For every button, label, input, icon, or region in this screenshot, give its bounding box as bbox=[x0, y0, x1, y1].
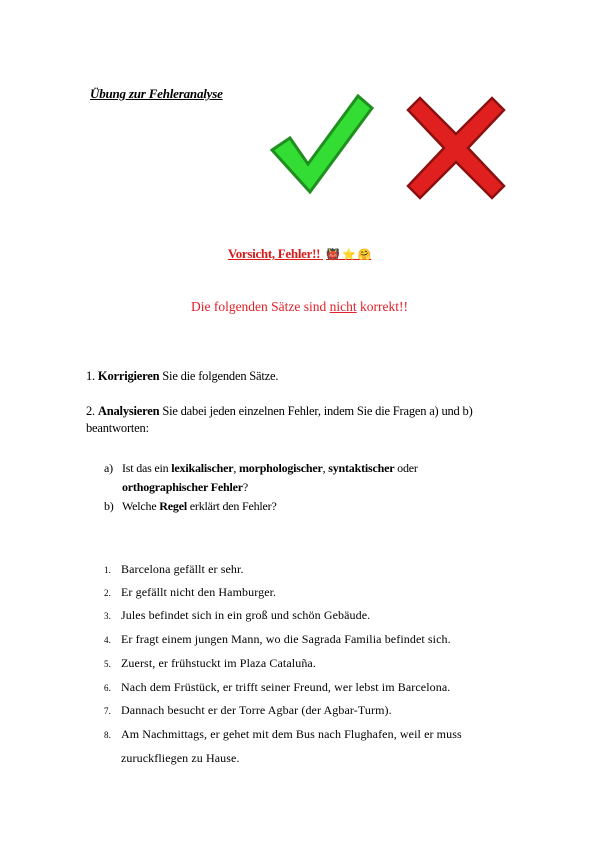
worksheet-title: Übung zur Fehleranalyse bbox=[90, 86, 223, 101]
question-b-label: b) bbox=[104, 499, 114, 513]
task-2-continuation: beantworten: bbox=[86, 421, 149, 435]
question-a bbox=[104, 459, 418, 497]
task-2 bbox=[86, 403, 473, 437]
question-a-text-1: Ist das ein bbox=[122, 461, 169, 475]
task-2-text: Sie dabei jeden einzelnen Fehler, indem Sie die Fragen a) und b) bbox=[162, 404, 473, 418]
question-a-sep-2: , bbox=[322, 461, 326, 475]
warning-emojis: 👹 ⭐ 🤗 bbox=[326, 249, 372, 261]
list-item bbox=[104, 703, 392, 718]
question-a-label: a) bbox=[104, 461, 113, 475]
question-a-text-3: ? bbox=[242, 480, 248, 494]
term-syntaktisch: syntaktischer bbox=[328, 461, 395, 475]
list-item bbox=[104, 680, 451, 695]
subtitle-emphasis: nicht bbox=[329, 299, 357, 314]
question-a-text-2: oder bbox=[397, 461, 418, 475]
sentence-number: 7. bbox=[104, 706, 111, 716]
term-orthographisch: orthographischer Fehler bbox=[122, 480, 243, 494]
task-1 bbox=[86, 368, 278, 385]
sentence-number: 8. bbox=[104, 730, 111, 740]
warning-text: Vorsicht, Fehler!! bbox=[227, 246, 321, 261]
sentence-text: Er gefällt nicht den Hamburger. bbox=[121, 585, 277, 599]
list-item-continuation bbox=[104, 751, 240, 766]
task-2-number: 2. bbox=[86, 404, 95, 418]
term-regel: Regel bbox=[159, 499, 187, 513]
subtitle-before: Die folgenden Sätze sind bbox=[190, 299, 327, 314]
sentence-text: Dannach besucht er der Torre Agbar (der Agbar-Turm). bbox=[121, 703, 392, 717]
sentence-number: 4. bbox=[104, 635, 111, 645]
question-b bbox=[104, 497, 277, 516]
list-item bbox=[104, 656, 316, 671]
sentence-text: Nach dem Früstück, er trifft seiner Freund, wer lebst im Barcelona. bbox=[121, 680, 451, 694]
question-b-text-1: Welche bbox=[122, 499, 157, 513]
sentence-text: Barcelona gefällt er sehr. bbox=[121, 562, 244, 576]
list-item bbox=[104, 608, 371, 623]
list-item bbox=[104, 727, 462, 742]
term-lexikalisch: lexikalischer bbox=[171, 461, 234, 475]
sentence-text: Er fragt einem jungen Mann, wo die Sagrada Familia befindet sich. bbox=[121, 632, 451, 646]
task-1-number: 1. bbox=[86, 369, 95, 383]
sentence-number: 3. bbox=[104, 611, 111, 621]
sentence-text: Jules befindet sich in ein groß und schön Gebäude. bbox=[121, 608, 371, 622]
list-item bbox=[104, 632, 451, 647]
list-item bbox=[104, 585, 277, 600]
sentence-text-continuation: zuruckfliegen zu Hause. bbox=[121, 751, 240, 765]
sentence-number: 1. bbox=[104, 565, 111, 575]
cross-icon bbox=[404, 96, 508, 200]
question-a-continuation bbox=[104, 478, 418, 497]
sentence-text: Zuerst, er frühstuckt im Plaza Cataluña. bbox=[121, 656, 316, 670]
task-2-verb: Analysieren bbox=[97, 404, 160, 418]
subtitle-after: korrekt!! bbox=[360, 299, 409, 314]
sentence-number: 5. bbox=[104, 659, 111, 669]
checkmark-icon bbox=[268, 92, 374, 196]
task-1-text: Sie die folgenden Sätze. bbox=[162, 369, 279, 383]
question-b-text-2: erklärt den Fehler? bbox=[189, 499, 277, 513]
sentence-number: 6. bbox=[104, 683, 111, 693]
sentence-number: 2. bbox=[104, 588, 111, 598]
sentence-text: Am Nachmittags, er gehet mit dem Bus nach Flughafen, weil er muss bbox=[121, 727, 462, 741]
question-a-sep-1: , bbox=[233, 461, 237, 475]
warning-heading bbox=[0, 246, 599, 262]
subtitle bbox=[0, 299, 599, 315]
task-1-verb: Korrigieren bbox=[97, 369, 160, 383]
list-item bbox=[104, 562, 244, 577]
term-morphologisch: morphologischer bbox=[238, 461, 323, 475]
